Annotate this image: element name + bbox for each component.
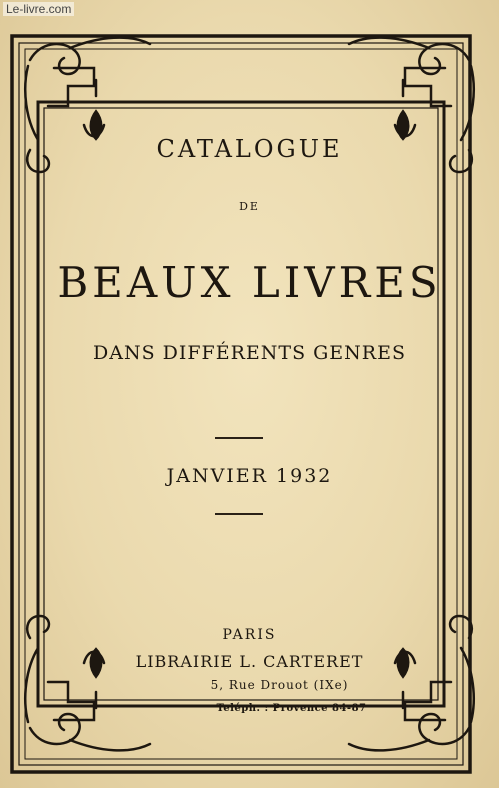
publisher-phone: Teléph. : Provence 84-87 (216, 703, 367, 714)
site-watermark: Le-livre.com (3, 2, 74, 16)
divider-rule-top (215, 437, 263, 439)
de-line: DE (239, 200, 260, 213)
subtitle: DANS DIFFÉRENTS GENRES (92, 342, 406, 364)
issue-date: JANVIER 1932 (166, 465, 333, 487)
publisher-name: LIBRAIRIE L. CARTERET (135, 652, 364, 671)
publisher-city: PARIS (222, 627, 277, 643)
catalogue-heading: CATALOGUE (156, 135, 343, 163)
divider-rule-bottom (215, 513, 263, 515)
publisher-address: 5, Rue Drouot (IXe) (210, 678, 349, 692)
main-title: BEAUX LIVRES (57, 258, 442, 307)
